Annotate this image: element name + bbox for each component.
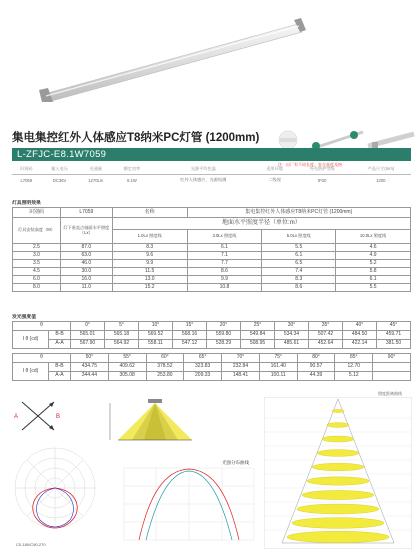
angle-cell: 55° (108, 354, 146, 363)
spec-value-cell: 1270Lm (88, 177, 104, 183)
illum-lux-col: 5.0Lx 照度线 (262, 230, 336, 244)
model-number-bar: L-ZFJC-E8.1W7059 (12, 148, 411, 161)
angle-cell: 45° (377, 322, 411, 331)
intensity-cell: 452.64 (309, 340, 343, 349)
intensity-bb-row: I θ (cd) B-B 434.75 409.62 378.52 323.83 232.84 161.40 90.57 12.70 (13, 363, 411, 372)
illum-cell: 3.0 (13, 252, 61, 260)
angle-cell: 80° (297, 354, 335, 363)
intensity-row-label: I θ (cd) (13, 331, 49, 349)
intensity-cell: 100.11 (259, 372, 297, 381)
illum-id-row (13, 208, 411, 218)
intensity-cell: 484.50 (343, 331, 377, 340)
illum-cell: 4.9 (336, 252, 411, 260)
spec-value-cell: 1200 (376, 177, 386, 183)
illum-id-value: L7059 (60, 208, 112, 218)
spec-value-cell: DC36V (52, 177, 67, 183)
illum-lux-col: 3.0Lx 照度线 (187, 230, 262, 244)
spec-header-cell: 输入电压 (41, 164, 79, 175)
intensity-cell: 567.90 (71, 340, 105, 349)
intensity-aa-row: A-A 344.44 305.08 253.80 209.33 148.41 100.11 44.39 5.12 (13, 372, 411, 381)
label-b: B (56, 414, 61, 420)
illum-data-row (13, 244, 411, 252)
angle-cell: 40° (343, 322, 377, 331)
intensity-cell: 549.84 (241, 331, 275, 340)
intensity-section-title: 发光强度值 (12, 315, 36, 320)
illum-cell: 15.2 (112, 284, 187, 292)
illum-cell: 16.0 (60, 276, 112, 284)
illum-height-label: 灯具安装高度（M） (13, 218, 61, 244)
theta-label: θ (13, 322, 71, 331)
intensity-cell: 568.16 (173, 331, 207, 340)
intensity-cell: 12.70 (335, 363, 373, 372)
illuminance-distance-chart (264, 397, 412, 549)
illum-radius-label: 地面水平照度半径（单位:m） (112, 218, 410, 230)
illum-cell: 5.8 (336, 268, 411, 276)
illum-cell: 6.1 (187, 244, 262, 252)
intensity-cell: 44.39 (297, 372, 335, 381)
illum-cell: 11.0 (60, 284, 112, 292)
intensity-cell: 232.84 (222, 363, 260, 372)
illum-cell: 6.5 (262, 260, 336, 268)
angle-cell: 85° (335, 354, 373, 363)
angle-cell: 10° (139, 322, 173, 331)
spec-header-row (12, 164, 411, 175)
illum-cell: 5.5 (262, 244, 336, 252)
illum-id-label: 识别码 (13, 208, 61, 218)
illum-cell: 3.5 (13, 260, 61, 268)
illum-cell: 8.3 (112, 244, 187, 252)
illum-data-row (13, 260, 411, 268)
intensity-cell: 161.40 (259, 363, 297, 372)
illum-data-row (13, 276, 411, 284)
label-a: A (14, 414, 19, 420)
illum-cell: 6.0 (13, 276, 61, 284)
angle-cell: 30° (275, 322, 309, 331)
illum-cell: 8.6 (187, 268, 262, 276)
illum-cell: 7.4 (262, 268, 336, 276)
intensity-cell: 565.01 (71, 331, 105, 340)
illum-lux-col: 1.0Lx 照度线 (112, 230, 187, 244)
intensity-cell: 569.52 (139, 331, 173, 340)
intensity-cell: 409.62 (108, 363, 146, 372)
intensity-cell: 378.52 (146, 363, 184, 372)
intensity-cell: 381.50 (377, 340, 411, 349)
spec-header-cell: 识别码 (12, 164, 41, 175)
intensity-cell: 209.33 (184, 372, 222, 381)
angle-cell: 70° (222, 354, 260, 363)
spec-value-cell: 二级视 (268, 177, 281, 182)
spec-table (12, 164, 411, 185)
illum-cell: 5.5 (336, 284, 411, 292)
inset-note: 注：出厂有不同长度，安全高度及格 (278, 162, 342, 167)
illum-section-title: 灯具照明效果 (12, 201, 41, 206)
spec-header-cell: 光通量 (79, 164, 113, 175)
illum-data-row (13, 252, 411, 260)
intensity-cell: 459.71 (377, 331, 411, 340)
spec-header-cell: 额定功率 (113, 164, 151, 175)
illum-cell: 9.6 (112, 252, 187, 260)
illum-cell: 8.3 (262, 276, 336, 284)
angle-cell: 60° (146, 354, 184, 363)
light-distribution-chart (104, 456, 262, 552)
illum-cell: 87.0 (60, 244, 112, 252)
intensity-cell: 434.75 (70, 363, 108, 372)
illum-cell: 2.5 (13, 244, 61, 252)
illum-cell: 10.8 (187, 284, 262, 292)
illum-cell: 7.1 (187, 252, 262, 260)
polar-label: C0-180/C90-270 (16, 542, 46, 547)
intensity-cell (373, 372, 411, 381)
product-title: 集电集控红外人体感应T8纳米PC灯管 (1200mm) (12, 132, 260, 144)
angle-cell: 0° (71, 322, 105, 331)
product-tube-image (36, 16, 306, 102)
illum-cell: 46.0 (60, 260, 112, 268)
intensity-angle-row (13, 322, 411, 331)
illum-cell: 13.0 (112, 276, 187, 284)
illum-name-label: 名称 (112, 208, 187, 218)
illum-head-row (13, 218, 411, 230)
intensity-cell: 528.29 (207, 340, 241, 349)
illum-cell: 30.0 (60, 268, 112, 276)
intensity-cell: 559.80 (207, 331, 241, 340)
spec-value-cell: 红外人体感应、光源检测 (180, 177, 227, 182)
spec-header-cell: 外壳防护等级 (294, 164, 351, 175)
intensity-cell: 485.61 (275, 340, 309, 349)
illum-cell: 6.1 (262, 252, 336, 260)
illum-data-row (13, 268, 411, 276)
intensity-cell: 565.18 (105, 331, 139, 340)
intensity-cell (373, 363, 411, 372)
illum-cell: 11.5 (112, 268, 187, 276)
illum-cell: 8.0 (13, 284, 61, 292)
spec-header-cell: 产品尺寸(mm) (351, 164, 411, 175)
illum-data-row (13, 284, 411, 292)
lux-cone-diagram (104, 396, 204, 454)
intensity-cell: 148.41 (222, 372, 260, 381)
intensity-cell: 305.08 (108, 372, 146, 381)
ab-direction-icon (12, 396, 64, 436)
angle-cell: 25° (241, 322, 275, 331)
angle-cell: 15° (173, 322, 207, 331)
illum-cell: 9.9 (112, 260, 187, 268)
intensity-cell: 547.12 (173, 340, 207, 349)
intensity-cell: 564.92 (105, 340, 139, 349)
intensity-cell: 558.11 (139, 340, 173, 349)
angle-cell: 90° (373, 354, 411, 363)
intensity-cell: 507.42 (309, 331, 343, 340)
angle-cell: 5° (105, 322, 139, 331)
intensity-cell: 253.80 (146, 372, 184, 381)
spec-value-cell: IP20 (317, 177, 327, 183)
angle-cell: 20° (207, 322, 241, 331)
intensity-aa-row: A-A 567.90 564.92 558.11 547.12 528.29 508.95 485.61 452.64 422.14 381.50 (13, 340, 411, 349)
intensity-angle-row (13, 354, 411, 363)
illum-cell: 4.5 (13, 268, 61, 276)
spec-header-cell: 光源平均色温 (151, 164, 256, 175)
angle-cell: 65° (184, 354, 222, 363)
intensity-cell: 344.44 (70, 372, 108, 381)
spec-value-row (12, 175, 411, 186)
illum-name-value: 集电集控红外人体感应T8纳米PC灯管 (1200mm) (187, 208, 410, 218)
intensity-bb-row: I θ (cd) B-B 565.01 565.18 569.52 568.16 559.80 549.84 534.34 507.42 484.50 459.71 (13, 331, 411, 340)
intensity-cell: 422.14 (343, 340, 377, 349)
spec-header-cell: 适用环境 (256, 164, 294, 175)
intensity-table-2 (12, 353, 411, 381)
illum-cell: 4.6 (336, 244, 411, 252)
theta-label: θ (13, 354, 71, 363)
spec-value-cell: L7059 (20, 177, 33, 183)
intensity-cell: 534.34 (275, 331, 309, 340)
illum-cell: 6.1 (336, 276, 411, 284)
illum-cell: 8.6 (262, 284, 336, 292)
illum-cell: 9.9 (187, 276, 262, 284)
intensity-cell: 323.83 (184, 363, 222, 372)
intensity-cell: 5.12 (335, 372, 373, 381)
angle-cell: 75° (259, 354, 297, 363)
illum-cell: 63.0 (60, 252, 112, 260)
intensity-cell: 90.57 (297, 363, 335, 372)
illum-center-label: 灯下垂直点轴面水平照度（Lx） (60, 218, 112, 244)
right-chart-title: 照度距离曲线 (378, 391, 402, 396)
intensity-cell: 508.95 (241, 340, 275, 349)
illum-cell: 7.7 (187, 260, 262, 268)
illum-cell: 5.2 (336, 260, 411, 268)
polar-intensity-chart (10, 440, 100, 552)
angle-cell: 35° (309, 322, 343, 331)
spec-value-cell: 8.1W (127, 177, 137, 183)
intensity-row-label: I θ (cd) (13, 363, 49, 381)
angle-cell: 50° (70, 354, 108, 363)
illum-lux-col: 10.0Lx 照度线 (336, 230, 411, 244)
illum-table (12, 207, 411, 292)
intensity-table-1 (12, 321, 411, 349)
dist-title: 光强分布曲线 (222, 460, 249, 465)
